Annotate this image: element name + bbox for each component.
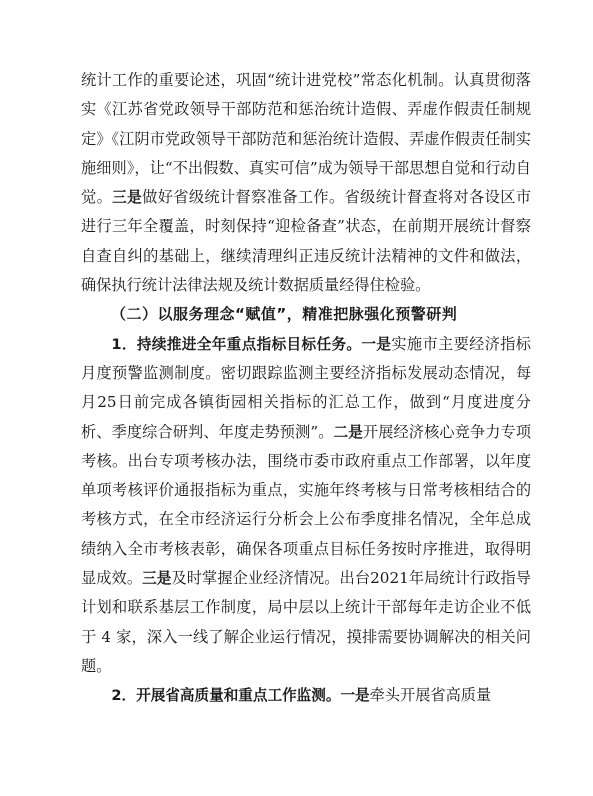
- paragraph-1-text-a: 统计工作的重要论述，巩固“统计进党校”常态化机制。认真贯彻落实《江苏省党政领导干部防范和惩治统计造假、弄虚作假责任制规定》《江阴市党政领导干部防范和惩治统计造假、弄虚作假责任制实施细则》，让“不出假数、真实可信”成为领导干部思想自觉和行动自觉。: [81, 71, 531, 207]
- document-page: [81, 66, 531, 711]
- paragraph-2-marker-one: 一是: [361, 335, 392, 353]
- paragraph-2-marker-three: 三是: [142, 570, 172, 588]
- paragraph-2-text-b: 开展经济核心竞争力专项考核。出台专项考核办法，围绕市委市政府重点工作部署，以年度单项考核评价通报指标为重点，实施年终考核与日常考核相结合的考核方式，在全市经济运行分析会上公布季度排名情况，全年总成绩纳入全市考核表彰，确保各项重点目标任务按时序推进，取得明显成效。: [81, 422, 532, 588]
- paragraph-1-text-b: 做好省级统计督察准备工作。省级统计督查将对各设区市进行三年全覆盖，时刻保持“迎检备查”状态，在前期开展统计督察自查自纠的基础上，继续清理纠正违反统计法精神的文件和做法，确保执行统计法律法规及统计数据质量经得住检验。: [81, 188, 532, 295]
- section-heading-2: （二）以服务理念“赋值”，精准把脉强化预警研判: [111, 305, 458, 324]
- paragraph-2-text-a: 实施市主要经济指标月度预警监测制度。密切跟踪监测主要经济指标发展动态情况，每月25日前完成各镇街园相关指标的汇总工作，做到“月度进度分析、季度综合研判、年度走势预测”。: [81, 334, 531, 441]
- paragraph-2: [81, 330, 531, 682]
- paragraph-3: [81, 681, 531, 710]
- paragraph-1-marker-three: 三是: [112, 189, 143, 207]
- paragraph-3-marker-one: 一是: [340, 687, 370, 705]
- paragraph-2-heading: 1．持续推进全年重点指标目标任务。: [111, 335, 362, 353]
- paragraph-1: [81, 66, 531, 300]
- paragraph-2-marker-two: 二是: [333, 423, 363, 441]
- paragraph-2-text-c: 及时掌握企业经济情况。出台2021年局统计行政指导计划和联系基层工作制度，局中层以上统计干部每年走访企业不低于 4 家，深入一线了解企业运行情况，摸排需要协调解决的相关问题。: [81, 569, 531, 675]
- paragraph-3-heading: 2．开展省高质量和重点工作监测。: [111, 687, 341, 705]
- paragraph-3-text-a: 牵头开展省高质量: [369, 686, 492, 705]
